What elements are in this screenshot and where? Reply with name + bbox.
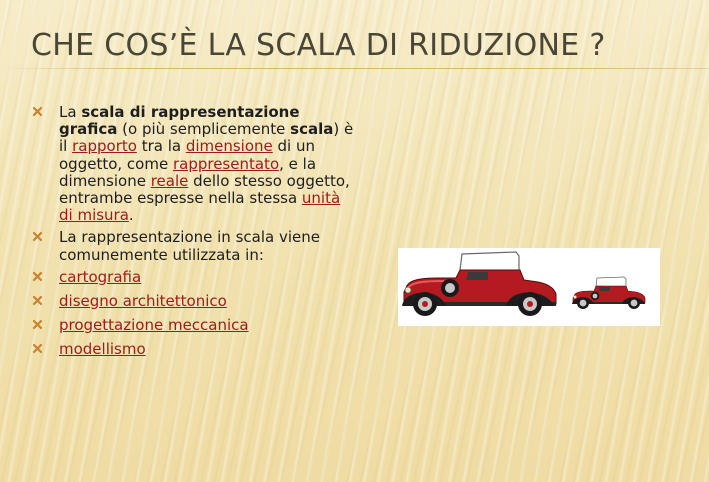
bullet-usage (32, 229, 357, 263)
bullet-cross-icon (32, 295, 43, 306)
list-item (32, 317, 357, 334)
bullet-cross-icon (32, 343, 43, 354)
link-rapporto[interactable]: rapporto (72, 137, 137, 156)
link-rappresentato[interactable]: rappresentato (172, 154, 280, 173)
vintage-car-icon (398, 248, 660, 326)
text-segment: La (59, 103, 82, 121)
link-cartografia[interactable]: cartografia (59, 267, 142, 286)
text-segment: tra la (136, 137, 186, 156)
bullet-cross-icon (32, 106, 43, 117)
title-divider (0, 68, 709, 69)
list-item (32, 341, 357, 358)
text-segment: , e la dimensione (59, 154, 317, 190)
slide-content (32, 104, 357, 366)
list-item (32, 269, 357, 286)
link-unita-di-misura[interactable]: unità di misura (59, 189, 341, 225)
list-item (32, 293, 357, 310)
small-car (572, 277, 645, 309)
text-segment: (o più semplicemente (117, 120, 291, 139)
usage-list (32, 269, 357, 359)
large-car (402, 252, 556, 316)
text-segment: di un oggetto, come (59, 137, 316, 173)
text-segment: ) è il (59, 120, 354, 156)
bullet-cross-icon (32, 271, 43, 282)
bold-term-scala: scala (290, 120, 334, 139)
text-segment: . (128, 206, 134, 225)
bullet-cross-icon (32, 319, 43, 330)
link-disegno-architettonico[interactable]: disegno architettonico (59, 292, 227, 311)
bullet-cross-icon (32, 231, 43, 242)
link-modellismo[interactable]: modellismo (59, 340, 146, 359)
text-segment: dello stesso oggetto, entrambe espresse nella stessa (59, 171, 350, 208)
bold-term-scala-rappresentazione: scala di rappresentazione grafica (59, 103, 300, 139)
usage-text: La rappresentazione in scala viene comunemente utilizzata in: (59, 228, 320, 264)
scale-cars-image (398, 248, 660, 326)
bullet-definition (32, 104, 357, 224)
slide-title: CHE COS’È LA SCALA DI RIDUZIONE ? (31, 28, 606, 63)
link-reale[interactable]: reale (150, 171, 189, 190)
link-dimensione[interactable]: dimensione (185, 137, 273, 156)
link-progettazione-meccanica[interactable]: progettazione meccanica (59, 316, 249, 335)
